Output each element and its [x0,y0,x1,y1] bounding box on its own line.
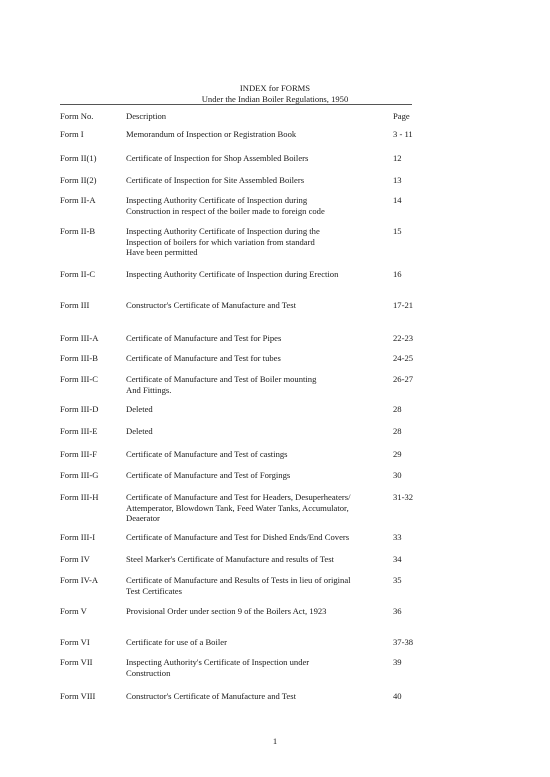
table-row-description: Test Certificates [126,585,182,596]
table-row-form-no: Form III-E [60,426,98,436]
table-row-form-no: Form III-C [60,374,98,384]
table-row-form-no: Form I [60,129,84,139]
table-row-form-no: Form III-B [60,353,98,363]
table-row-page: 34 [393,554,402,564]
table-row-page: 33 [393,532,402,542]
table-row-description: And Fittings. [126,384,172,395]
table-row-page: 35 [393,575,402,585]
table-row-page: 26-27 [393,374,414,384]
table-row-description: Certificate of Manufacture and Results of Tests in lieu of original [126,575,351,585]
table-row-description: Constructor's Certificate of Manufacture and Test [126,300,296,310]
table-row-form-no: Form II(1) [60,153,97,163]
header-rule [60,104,412,105]
page-number: 1 [272,736,278,746]
column-header-form-no: Form No. [60,111,94,121]
table-row-page: 40 [393,691,402,701]
table-row-page: 30 [393,470,402,480]
table-row-form-no: Form III-G [60,470,99,480]
table-row-description: Inspecting Authority Certificate of Inspection during the [126,226,320,236]
table-row-description: Deleted [126,404,153,414]
table-row-description: Have been permitted [126,247,198,257]
table-row-description: Construction in respect of the boiler made to foreign code [126,205,325,216]
table-row-description: Certificate of Manufacture and Test of Forgings [126,470,291,480]
table-row-form-no: Form IV [60,554,90,564]
table-row-description: Certificate of Manufacture and Test for tubes [126,353,281,363]
table-row-description: Certificate of Manufacture and Test of castings [126,449,288,459]
table-row-page: 22-23 [393,333,414,343]
table-row-page: 36 [393,606,402,616]
table-row-description: Inspecting Authority Certificate of Inspection during Erection [126,269,339,279]
document-title: INDEX for FORMS [239,83,311,93]
table-row-form-no: Form III-D [60,404,99,414]
column-header-page: Page [393,111,410,121]
table-row-description: Deleted [126,426,153,436]
table-row-form-no: Form III-H [60,492,99,502]
table-row-form-no: Form IV-A [60,575,99,585]
column-header-description: Description [126,111,167,121]
table-row-form-no: Form III-I [60,532,96,542]
table-row-form-no: Form VIII [60,691,96,701]
table-row-page: 28 [393,404,402,414]
table-row-description: Inspection of boilers for which variation from standard [126,236,315,247]
table-row-description: Certificate of Manufacture and Test of Boiler mounting [126,374,317,384]
table-row-form-no: Form VI [60,637,90,647]
table-row-page: 39 [393,657,402,667]
table-row-description: Deaerator [126,513,160,523]
table-row-page: 29 [393,449,402,459]
table-row-page: 28 [393,426,402,436]
table-row-description: Steel Marker's Certificate of Manufacture and results of Test [126,554,334,564]
table-row-description: Construction [126,667,171,678]
table-row-page: 31-32 [393,492,414,502]
table-row-page: 37-38 [393,637,414,647]
table-row-description: Inspecting Authority's Certificate of Inspection under [126,657,310,667]
table-row-page: 3 - 11 [393,129,413,139]
table-row-description: Provisional Order under section 9 of the Boilers Act, 1923 [126,606,327,616]
table-row-form-no: Form III [60,300,90,310]
table-row-page: 13 [393,175,402,185]
table-row-description: Certificate of Manufacture and Test for Dished Ends/End Covers [126,532,350,542]
table-row-page: 17-21 [393,300,414,310]
table-row-form-no: Form V [60,606,87,616]
table-row-page: 24-25 [393,353,414,363]
table-row-description: Certificate of Inspection for Site Assembled Boilers [126,175,305,185]
table-row-page: 12 [393,153,402,163]
table-row-page: 16 [393,269,402,279]
table-row-form-no: Form VII [60,657,93,667]
table-row-page: 15 [393,226,402,236]
table-row-form-no: Form II-C [60,269,96,279]
table-row-form-no: Form III-A [60,333,99,343]
table-row-description: Attemperator, Blowdown Tank, Feed Water Tanks, Accumulator, [126,502,349,513]
table-row-form-no: Form II-B [60,226,96,236]
table-row-description: Memorandum of Inspection or Registration Book [126,129,297,139]
table-row-description: Certificate of Manufacture and Test for Pipes [126,333,282,343]
table-row-form-no: Form II(2) [60,175,97,185]
table-row-description: Certificate for use of a Boiler [126,637,227,647]
table-row-page: 14 [393,195,402,205]
table-row-description: Inspecting Authority Certificate of Inspection during [126,195,308,205]
document-subtitle: Under the Indian Boiler Regulations, 1950 [201,94,349,104]
table-row-form-no: Form II-A [60,195,96,205]
table-row-description: Certificate of Manufacture and Test for Headers, Desuperheaters/ [126,492,351,502]
table-row-description: Certificate of Inspection for Shop Assembled Boilers [126,153,309,163]
table-row-form-no: Form III-F [60,449,97,459]
table-row-description: Constructor's Certificate of Manufacture and Test [126,691,296,701]
